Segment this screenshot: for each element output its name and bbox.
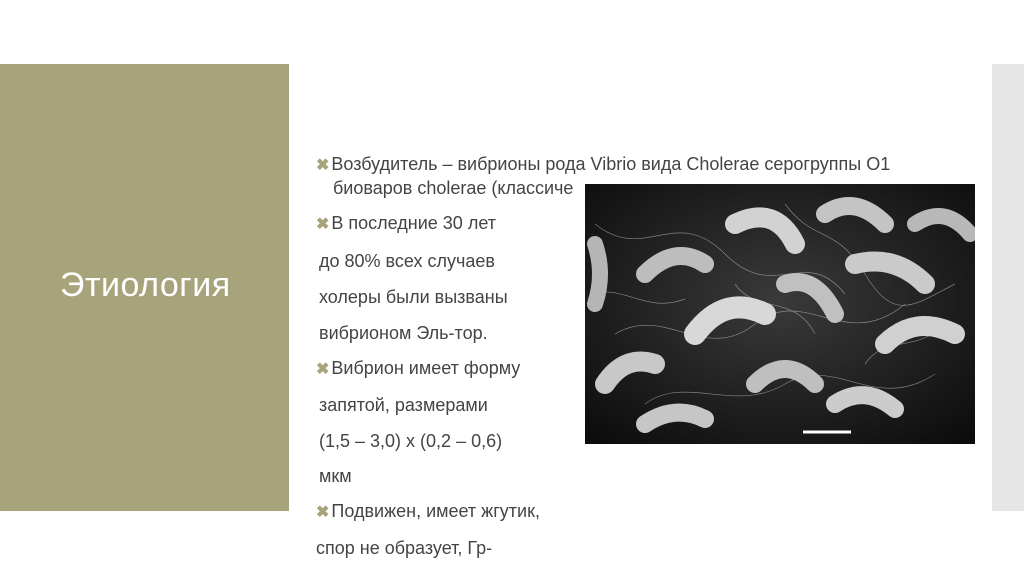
- bullet-text: Возбудитель – вибрионы рода Vibrio вида Cholerae серогруппы О1: [331, 154, 891, 174]
- bullet-item: [316, 153, 890, 177]
- bullet-item: [316, 212, 496, 236]
- continuation-line: запятой, размерами: [319, 395, 488, 415]
- slide-title: Этиология: [60, 266, 231, 304]
- continuation-line: (1,5 – 3,0) х (0,2 – 0,6): [319, 431, 503, 451]
- bullet-text: В последние 30 лет: [331, 213, 496, 233]
- continuation-line: холеры были вызваны: [319, 287, 508, 307]
- right-side-strip: [992, 64, 1024, 511]
- bullet-item: [316, 357, 520, 381]
- bullet-text: Подвижен, имеет жгутик,: [331, 501, 540, 521]
- continuation-line: вибрионом Эль-тор.: [319, 323, 488, 343]
- bullet-text: Вибрион имеет форму: [331, 358, 521, 378]
- x-mark-icon: ✖: [316, 504, 330, 521]
- x-mark-icon: ✖: [316, 216, 330, 233]
- continuation-line: мкм: [319, 466, 352, 486]
- x-mark-icon: ✖: [316, 361, 330, 378]
- continuation-line: до 80% всех случаев: [319, 251, 495, 271]
- bullet-text-wrap: биоваров cholerae (классиче: [333, 178, 574, 198]
- bullet-item: [316, 500, 540, 524]
- continuation-line: спор не образует, Гр-: [316, 538, 493, 558]
- micrograph-vibrio-cholerae: [585, 184, 975, 444]
- x-mark-icon: ✖: [316, 157, 330, 174]
